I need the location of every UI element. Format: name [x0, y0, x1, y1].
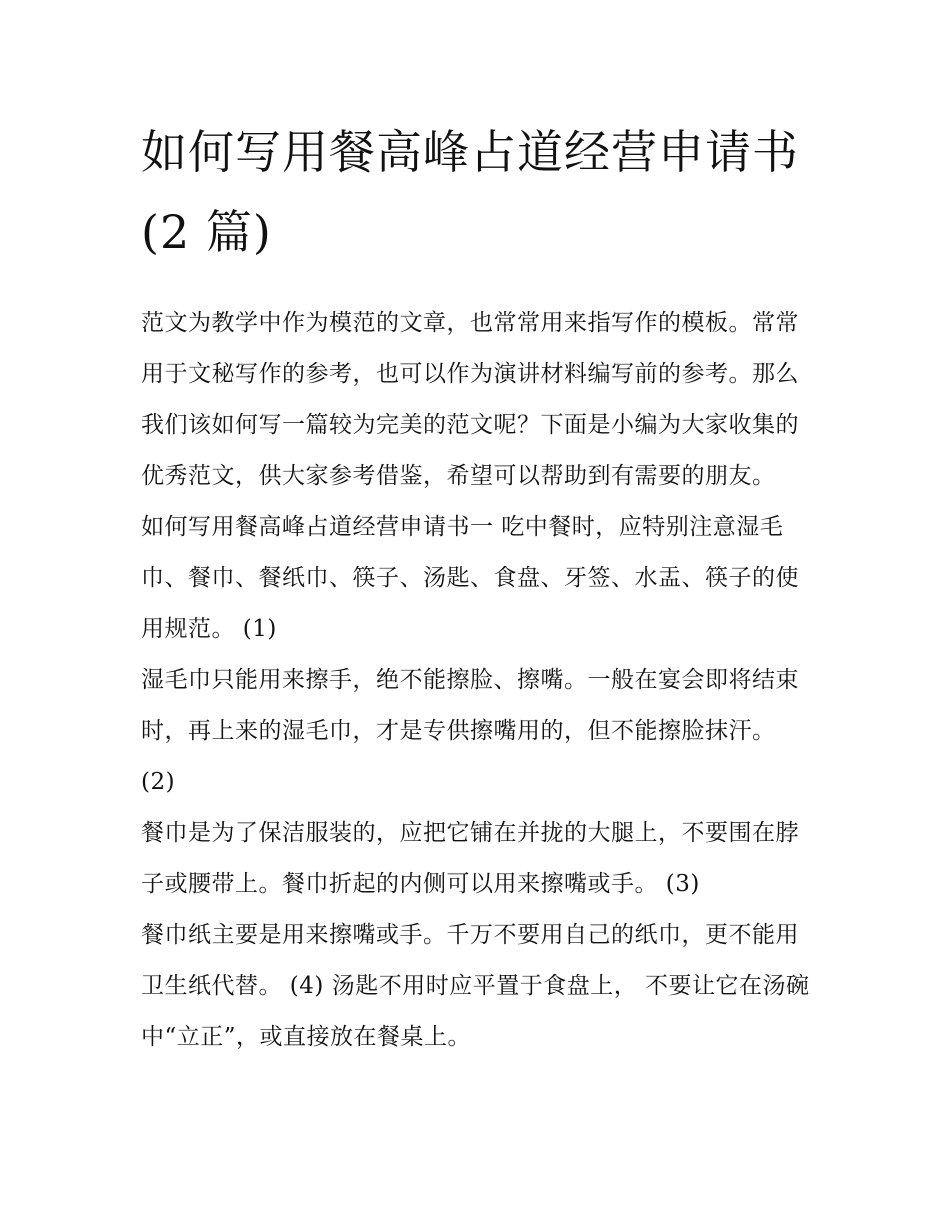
wet-towel-paragraph: 湿毛巾只能用来擦手，绝不能擦脸、擦嘴。一般在宴会即将结束时，再上来的湿毛巾，才是专供擦嘴用的，但不能擦脸抹汗。 (2): [141, 667, 799, 795]
document-page: [141, 112, 811, 1063]
napkin-paragraph: 餐巾是为了保洁服装的，应把它铺在并拢的大腿上，不要围在脖子或腰带上。餐巾折起的内侧可以用来擦嘴或手。 (3): [141, 820, 799, 897]
section-one-paragraph: 如何写用餐高峰占道经营申请书一 吃中餐时，应特别注意湿毛巾、餐巾、餐纸巾、筷子、汤匙、食盘、牙签、水盂、筷子的使用规范。 (1): [141, 514, 799, 642]
napkin-paper-paragraph: 餐巾纸主要是用来擦嘴或手。千万不要用自己的纸巾，更不能用卫生纸代替。 (4) 汤匙不用时应平置于食盘上， 不要让它在汤碗中“立正”，或直接放在餐桌上。: [141, 922, 810, 1050]
intro-paragraph: 范文为教学中作为模范的文章，也常常用来指写作的模板。常常用于文秘写作的参考，也可以作为演讲材料编写前的参考。那么我们该如何写一篇较为完美的范文呢？下面是小编为大家收集的优秀范文，供大家参考借鉴，希望可以帮助到有需要的朋友。: [141, 310, 799, 489]
document-title: 如何写用餐高峰占道经营申请书(2 篇): [141, 125, 799, 259]
document-body: [141, 298, 811, 1063]
